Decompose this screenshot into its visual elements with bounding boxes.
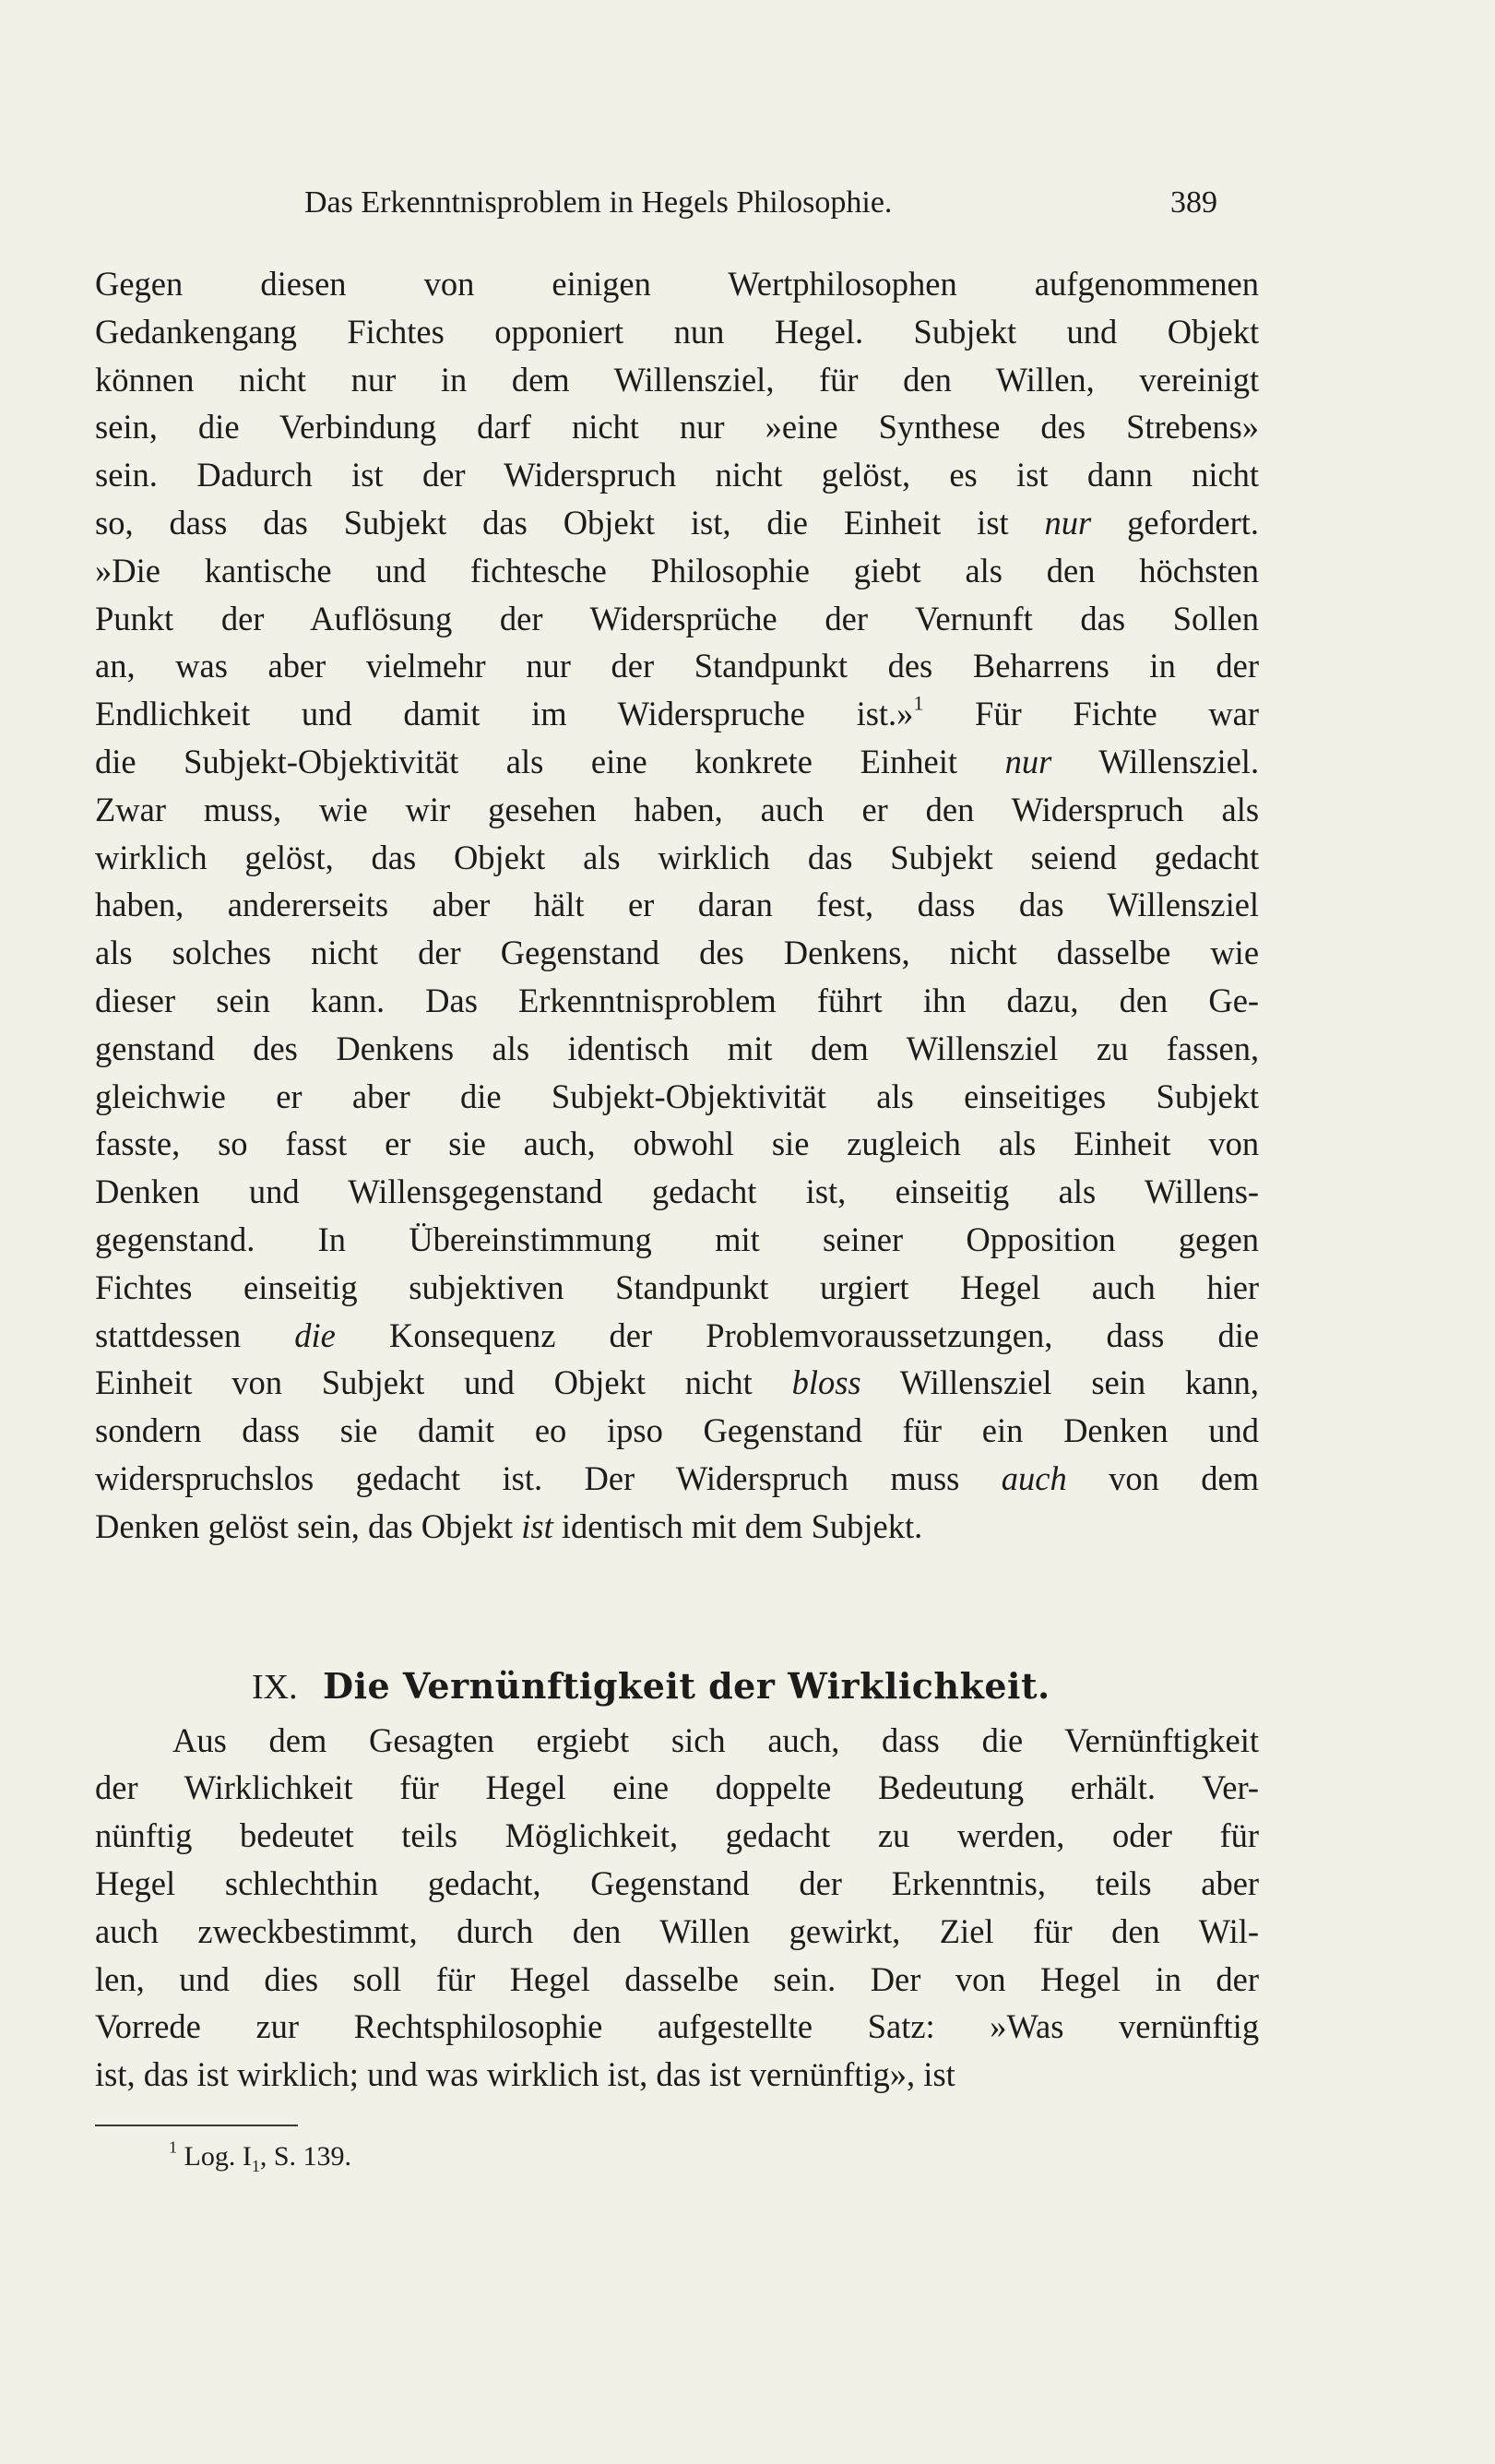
text-line: widerspruchslos gedacht ist. Der Widerspruch muss auch von dem: [95, 1458, 1260, 1497]
text-line: ist, das ist wirklich; und was wirklich ist, das ist vernünftig», ist: [95, 2055, 955, 2094]
text-line: so, dass das Subjekt das Objekt ist, die Einheit ist nur gefordert.: [95, 503, 1260, 542]
text-line: Hegel schlechthin gedacht, Gegenstand der Erkenntnis, teils aber: [95, 1863, 1260, 1902]
text-line: Denken und Willensgegenstand gedacht ist, einseitig als Willens-: [95, 1172, 1260, 1211]
text-line: Aus dem Gesagten ergiebt sich auch, dass die Vernünftigkeit: [172, 1720, 1260, 1759]
paragraph-1: [95, 260, 1259, 1551]
page-number: 389: [1170, 185, 1217, 220]
text-line: die Subjekt-Objektivität als eine konkrete Einheit nur Willensziel.: [95, 742, 1260, 780]
text-line: genstand des Denkens als identisch mit dem Willensziel zu fassen,: [95, 1029, 1260, 1067]
footnote: [169, 2137, 351, 2176]
running-head-title: Das Erkenntnisproblem in Hegels Philosophie.: [304, 185, 893, 220]
text-line: können nicht nur in dem Willensziel, für den Willen, vereinigt: [95, 360, 1260, 399]
paragraph-2: [95, 1717, 1259, 2099]
text-line: stattdessen die Konsequenz der Problemvoraussetzungen, dass die: [95, 1315, 1260, 1354]
text-line: Endlichkeit und damit im Widerspruche ist.»$^1$ Für Fichte war: [95, 691, 1260, 733]
section-heading: [95, 1656, 1259, 1717]
footnote-marker: 1: [169, 2137, 177, 2157]
text-line: auch zweckbestimmt, durch den Willen gewirkt, Ziel für den Wil-: [95, 1911, 1260, 1950]
text-line: Zwar muss, wie wir gesehen haben, auch er den Widerspruch als: [95, 790, 1260, 828]
text-line: Einheit von Subjekt und Objekt nicht bloss Willensziel sein kann,: [95, 1363, 1259, 1402]
text-line: als solches nicht der Gegenstand des Denkens, nicht dasselbe wie: [95, 934, 1260, 972]
text-line: an, was aber vielmehr nur der Standpunkt des Beharrens in der: [95, 647, 1260, 685]
footnote-text: Log. $I_1$, S. 139.: [184, 2141, 352, 2175]
text-line: sondern dass sie damit eo ipso Gegenstand für ein Denken und: [95, 1411, 1260, 1450]
section-number: IX.: [252, 1667, 298, 1707]
text-line: Punkt der Auflösung der Widersprüche der Vernunft das Sollen: [95, 599, 1259, 637]
footnote-rule: [95, 2125, 298, 2126]
text-line: fasste, so fasst er sie auch, obwohl sie zugleich als Einheit von: [95, 1125, 1260, 1163]
text-line: Vorrede zur Rechtsphilosophie aufgestellte Satz: »Was vernünftig: [95, 2007, 1260, 2046]
text-line: nünftig bedeutet teils Möglichkeit, gedacht zu werden, oder für: [95, 1816, 1259, 1855]
text-line: gegenstand. In Übereinstimmung mit seiner Opposition gegen: [95, 1220, 1260, 1258]
text-line: Gegen diesen von einigen Wertphilosophen aufgenommenen: [95, 265, 1259, 303]
running-head: [304, 181, 1217, 225]
section-title: Die Vernünftigkeit der Wirklichkeit.: [323, 1664, 1050, 1707]
text-line: len, und dies soll für Hegel dasselbe sein. Der von Hegel in der: [95, 1959, 1260, 1998]
text-line: dieser sein kann. Das Erkenntnisproblem führt ihn dazu, den Ge-: [95, 981, 1260, 1019]
text-line: haben, andererseits aber hält er daran fest, dass das Willensziel: [95, 886, 1260, 924]
body-text: [95, 260, 1259, 2099]
text-line: Fichtes einseitig subjektiven Standpunkt urgiert Hegel auch hier: [95, 1268, 1260, 1306]
text-line: »Die kantische und fichtesche Philosophie giebt als den höchsten: [95, 551, 1259, 589]
text-line: wirklich gelöst, das Objekt als wirklich das Subjekt seiend gedacht: [95, 838, 1260, 876]
text-line: gleichwie er aber die Subjekt-Objektivität als einseitiges Subjekt: [95, 1077, 1260, 1115]
text-line: der Wirklichkeit für Hegel eine doppelte Bedeutung erhält. Ver-: [95, 1768, 1260, 1807]
text-line: Gedankengang Fichtes opponiert nun Hegel. Subjekt und Objekt: [95, 312, 1260, 351]
section-spacer: [95, 1551, 1259, 1656]
text-line: sein. Dadurch ist der Widerspruch nicht gelöst, es ist dann nicht: [95, 456, 1260, 494]
text-line: Denken gelöst sein, das Objekt ist identisch mit dem Subjekt.: [95, 1506, 923, 1545]
text-line: sein, die Verbindung darf nicht nur »eine Synthese des Strebens»: [95, 408, 1260, 446]
